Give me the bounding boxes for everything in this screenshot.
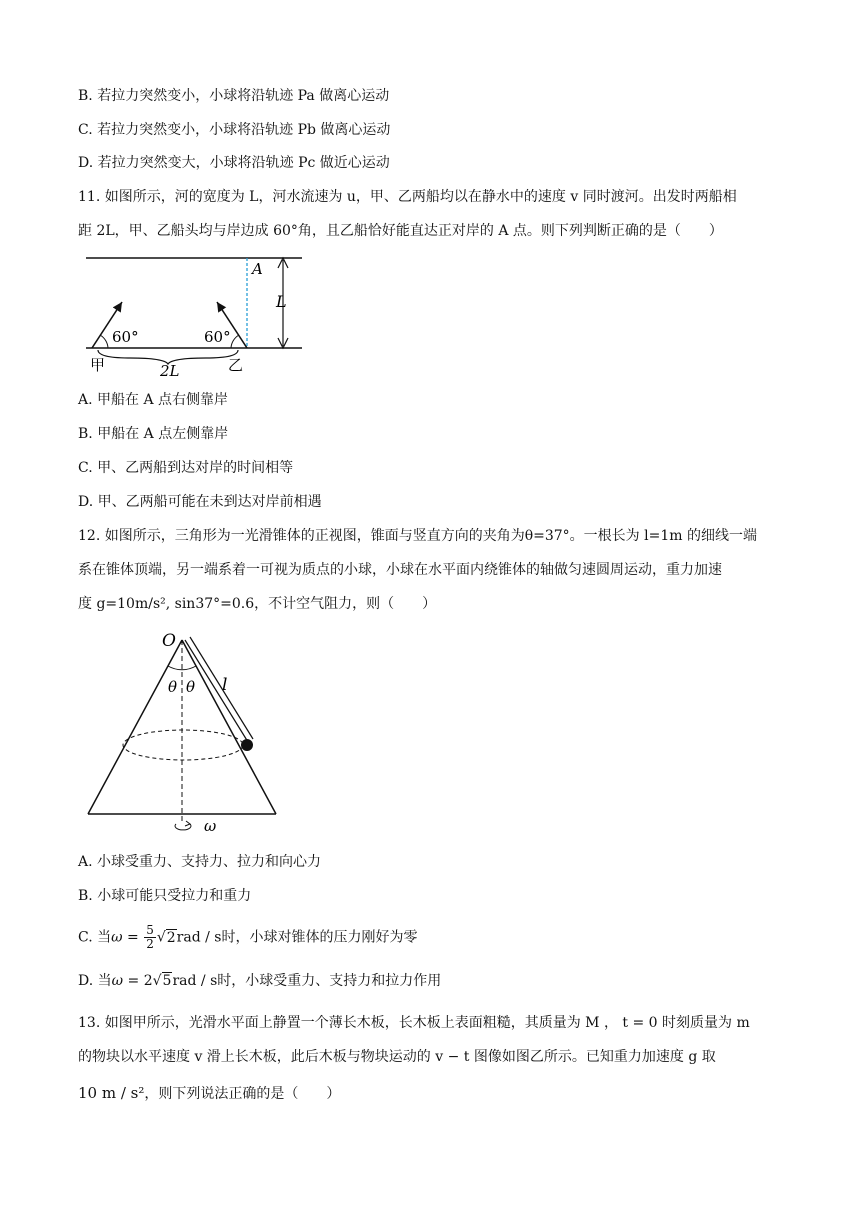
rotation-arrowhead <box>185 821 190 826</box>
q12-option-c: C. 当ω = $\frac{5}{2}$ √2rad / s时，小球对锥体的压力刚好为零 <box>78 923 418 951</box>
q12-stem-line1: 12. 如图所示，三角形为一光滑锥体的正视图，锥面与竖直方向的夹角为θ=37°。一根长为 l=1m 的细线一端 <box>78 528 757 544</box>
q10-option-b: B. 若拉力突然变小，小球将沿轨迹 Pa 做离心运动 <box>78 88 390 104</box>
fraction: $\frac{5}{2}$ <box>146 923 154 951</box>
angle-label-left: 60° <box>112 328 139 346</box>
q10-option-d: D. 若拉力突然变大，小球将沿轨迹 Pc 做近心运动 <box>78 155 390 171</box>
label-o: O <box>162 631 176 651</box>
q12-option-d: D. 当ω = 2√5rad / s时，小球受重力、支持力和拉力作用 <box>78 973 442 989</box>
q12-option-a: A. 小球受重力、支持力、拉力和向心力 <box>78 854 322 870</box>
label-omega: ω <box>204 817 217 835</box>
q10-option-c: C. 若拉力突然变小，小球将沿轨迹 Pb 做离心运动 <box>78 122 391 138</box>
q13-stem-line2: 的物块以水平速度 v 滑上长木板，此后木板与物块运动的 v − t 图像如图乙所示。已知重力加速度 g 取 <box>78 1049 716 1065</box>
label-theta-right: θ <box>186 678 196 696</box>
label-l: l <box>222 675 228 695</box>
cone-right-edge <box>182 640 276 814</box>
q12-stem-line3: 度 g=10m/s², sin37°=0.6，不计空气阻力，则（ ） <box>78 596 437 612</box>
label-a: A <box>252 260 263 278</box>
q11-option-c: C. 甲、乙两船到达对岸的时间相等 <box>78 460 294 476</box>
angle-arc-right <box>231 335 239 348</box>
q11-stem-line2: 距 2L，甲、乙船头均与岸边成 60°角，且乙船恰好能直达正对岸的 A 点。则下列判断正确的是（ ） <box>78 223 723 239</box>
q11-option-d: D. 甲、乙两船可能在未到达对岸前相遇 <box>78 494 322 510</box>
circular-path <box>123 730 243 760</box>
ball <box>241 739 253 751</box>
q11-option-b: B. 甲船在 A 点左侧靠岸 <box>78 426 229 442</box>
boat-jia-label: 甲 <box>90 356 106 374</box>
q12-stem-line2: 系在锥体顶端，另一端系着一可视为质点的小球，小球在水平面内绕锥体的轴做匀速圆周运动，重力加速 <box>78 562 722 578</box>
angle-label-right: 60° <box>204 328 231 346</box>
q13-stem-line3: 10 m / s²，则下列说法正确的是（ ） <box>78 1084 341 1102</box>
angle-arc-left <box>100 335 108 348</box>
distance-label: 2L <box>160 362 180 380</box>
q11-stem-line1: 11. 如图所示，河的宽度为 L，河水流速为 u，甲、乙两船均以在静水中的速度 v 同时渡河。出发时两船相 <box>78 189 737 205</box>
label-l: L <box>276 292 287 311</box>
q13-stem-line1: 13. 如图甲所示，光滑水平面上静置一个薄长木板，长木板上表面粗糙，其质量为 M ， t = 0 时刻质量为 m <box>78 1015 750 1031</box>
label-theta-left: θ <box>168 678 178 696</box>
q12-option-b: B. 小球可能只受拉力和重力 <box>78 888 252 904</box>
boat-yi-label: 乙 <box>228 356 244 374</box>
cone-left-edge <box>88 640 182 814</box>
q11-river-figure <box>80 250 310 380</box>
q11-option-a: A. 甲船在 A 点右侧靠岸 <box>78 392 229 408</box>
q12-cone-figure <box>80 628 290 840</box>
